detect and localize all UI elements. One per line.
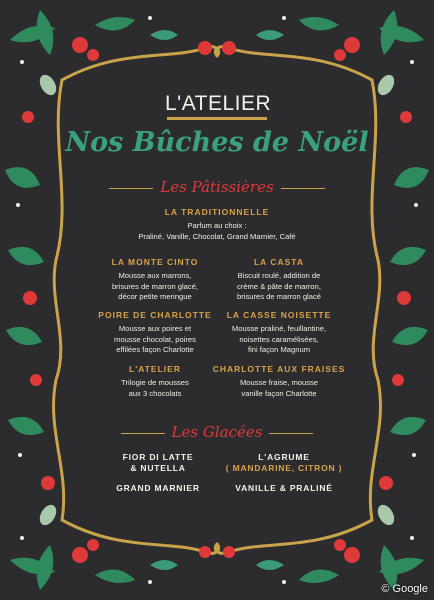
glacee-item xyxy=(103,452,213,474)
item-description: Trilogie de mousses aux 3 chocolats xyxy=(121,378,189,398)
menu-item xyxy=(217,309,341,356)
page-title: Nos Bûches de Noël xyxy=(65,127,369,158)
brand-logo xyxy=(165,92,272,120)
glacee-subtitle: ( MANDARINE, CITRON ) xyxy=(225,463,343,473)
item-name: L'ATELIER xyxy=(129,364,181,374)
item-name: LA TRADITIONNELLE xyxy=(164,207,270,217)
menu-item xyxy=(93,256,217,303)
item-description: Mousse aux marrons, brisures de marron glacé, décor petite meringue xyxy=(111,271,199,301)
item-name: CHARLOTTE AUX FRAISES xyxy=(212,364,346,374)
item-description: Parfum au choix : Praliné, Vanille, Chocolat, Grand Marnier, Café xyxy=(138,221,296,241)
section-heading-text: Les Pâtissières xyxy=(160,178,274,196)
divider xyxy=(121,433,165,434)
item-description: Mousse praliné, feuillantine, noisettes caramélisées, fini façon Magnum xyxy=(231,324,327,354)
glacee-item xyxy=(214,452,354,474)
glacee-item xyxy=(214,483,354,494)
glacee-item xyxy=(103,483,213,494)
item-name: LA CASSE NOISETTE xyxy=(226,310,332,320)
glacee-name-line2: & NUTELLA xyxy=(130,463,186,473)
menu-item xyxy=(93,309,217,356)
item-description: Biscuit roulé, addition de crème & pâte de marron, brisures de marron glacé xyxy=(237,271,321,301)
glacee-name: VANILLE & PRALINÉ xyxy=(235,483,333,493)
menu-item xyxy=(67,206,367,242)
menu-item xyxy=(210,363,348,399)
section-heading-glacees xyxy=(0,423,434,441)
item-description: Mousse fraise, mousse vanille façon Charlotte xyxy=(239,378,319,398)
menu-item xyxy=(93,363,217,399)
glacee-name: GRAND MARNIER xyxy=(116,483,200,493)
divider xyxy=(109,188,153,189)
brand-logo-text: L'ATELIER xyxy=(165,92,272,115)
item-description: Mousse aux poires et mousse chocolat, poires effilées façon Charlotte xyxy=(114,324,196,354)
divider xyxy=(281,188,325,189)
glacee-name: L'AGRUME xyxy=(258,452,310,462)
item-name: LA CASTA xyxy=(253,257,305,267)
section-heading-patisseries xyxy=(0,178,434,196)
menu-item xyxy=(217,256,341,303)
divider xyxy=(269,433,313,434)
item-name: POIRE DE CHARLOTTE xyxy=(98,310,212,320)
item-name: LA MONTE CINTO xyxy=(111,257,199,267)
section-heading-text: Les Glacées xyxy=(171,423,263,441)
google-watermark: © Google xyxy=(381,583,428,595)
glacee-name: FIOR DI LATTE xyxy=(122,452,194,462)
brand-logo-underline xyxy=(167,117,267,120)
